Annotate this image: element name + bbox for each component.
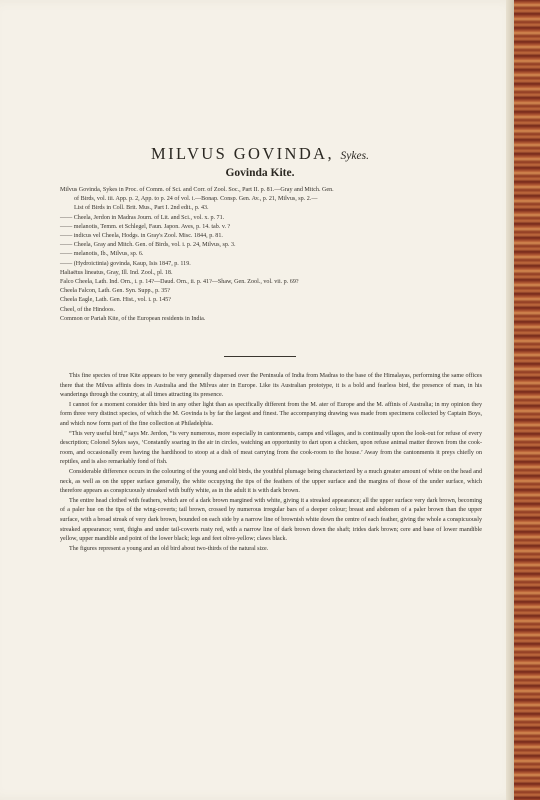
synonym-line: Cheela Eagle, Lath. Gen. Hist., vol. i. p. 145? xyxy=(60,297,172,304)
body-paragraph: “This very useful bird,” says Mr. Jerdon, “is very numerous, more especially in cantonments, camps and villages, and is continually upon the look-out for refuse of every description; Colonel Sykes says, ‘Constantly soaring in the air in circles, watching an opportunity to dart upon a chicken, upon refuse animal matter thrown from the cook-room, and occasionally even having the hardihood to stoop at a dish of meat carrying from the cook-room to the house.’ Away from the cantonments it preys chiefly on reptiles, and is also remarkably fond of fish. xyxy=(60,430,482,466)
body-paragraph: The entire head clothed with feathers, which are of a dark brown margined with white, giving it a streaked appearance; all the upper surface very dark brown, becoming of a paler hue on the tips of the wing-coverts; tail brown, crossed by numerous irregular bars of a deeper colour; breast and abdomen of a paler brown than the upper surface, with a broad streak of very dark brown, bounded on each side by a narrow line of brownish white down the centre of each feather, giving the whole a conspicuously streaked appearance; vent, thighs and under tail-coverts rusty red, with a narrow line of dark brown down the shaft; irides dark brown; cere and base of lower mandible yellow, upper mandible and point of the lower black; legs and feet olive-yellow; claws black. xyxy=(60,497,482,543)
body-paragraph: This fine species of true Kite appears to be very generally dispersed over the Peninsula of India from Madras to the base of the Himalayas, performing the same offices there that the Milvus affinis does in Australia and the Milvus ater in Europe. Like its Australian prototype, it is a bold and fearless bird, the presence of man, in his wanderings through the country, at all times attracting its presence. xyxy=(60,373,482,399)
page-title xyxy=(0,144,520,164)
body-paragraph: The figures represent a young and an old bird about two-thirds of the natural size. xyxy=(69,545,269,552)
synonym-line: Haliaëtus lineatus, Gray, Ill. Ind. Zool., pl. 18. xyxy=(60,269,173,276)
body-paragraph: I cannot for a moment consider this bird in any other light than as specifically different from the M. ater of Europe and the M. affinis of Australia; in my opinion they form three very distinct species, of which the M. Govinda is by far the largest and finest. The accompanying drawing was made from specimens collected by Captain Boys, and which now form part of the fine collection at Philadelphia. xyxy=(60,401,482,427)
body-text xyxy=(60,372,482,554)
synonym-line: Cheel, of the Hindoos. xyxy=(60,306,116,313)
page-edge xyxy=(506,0,540,800)
section-divider xyxy=(224,356,296,357)
body-paragraph: Considerable difference occurs in the colouring of the young and old birds, the youthful plumage being characterized by a much greater amount of white on the head and neck, as well as on the upper surface generally, the white occupying the tips of the feathers of the upper surface and the margins of those of the under surface, which therefore appears as conspicuously streaked with buffy white, as in the adult it is with dark brown. xyxy=(60,468,482,495)
synonym-line: —— indicus vel Cheela, Hodgs. in Gray's Zool. Misc. 1844, p. 81. xyxy=(60,233,223,240)
synonymy-list xyxy=(60,186,480,324)
synonym-line: —— melanotis, Ib., Milvus, sp. 6. xyxy=(60,251,144,258)
synonym-line: —— (Hydroictinia) govinda, Kaup, Isis 1847, p. 119. xyxy=(60,260,191,267)
synonym-line: Common or Pariah Kite, of the European residents in India. xyxy=(60,315,206,322)
synonym-line: Falco Cheela, Lath. Ind. Orn., i. p. 14?—Daud. Orn., ii. p. 41?—Shaw, Gen. Zool., vol. vii. p. 69? xyxy=(60,279,299,286)
page-subtitle: Govinda Kite. xyxy=(225,167,295,179)
synonym-line: —— Cheela, Jerdon in Madras Journ. of Lit. and Sci., vol. x. p. 71. xyxy=(60,214,225,221)
synonym-line: List of Birds in Coll. Brit. Mus., Part I. 2nd edit., p. 43. xyxy=(74,205,209,212)
title-name: MILVUS GOVINDA, xyxy=(151,144,335,163)
synonym-line: Milvus Govinda, Sykes in Proc. of Comm. of Sci. and Corr. of Zool. Soc., Part II. p. 81.—Gray and Mitch. Gen. xyxy=(60,187,334,193)
title-author: Sykes. xyxy=(340,150,369,162)
synonym-line: —— melanotis, Temm. et Schlegel, Faun. Japon. Aves, p. 14. tab. v. ? xyxy=(60,223,231,230)
synonym-line: —— Cheela, Gray and Mitch. Gen. of Birds, vol. i. p. 24, Milvus, sp. 3. xyxy=(60,242,236,249)
synonym-line: of Birds, vol. iii. App. p. 2, App. to p. 24 of vol. i.—Bonap. Consp. Gen. Av., p. 21, Milvus, sp. 2.— xyxy=(74,196,318,203)
synonym-line: Cheela Falcon, Lath. Gen. Syn. Supp., p. 35? xyxy=(60,288,171,295)
